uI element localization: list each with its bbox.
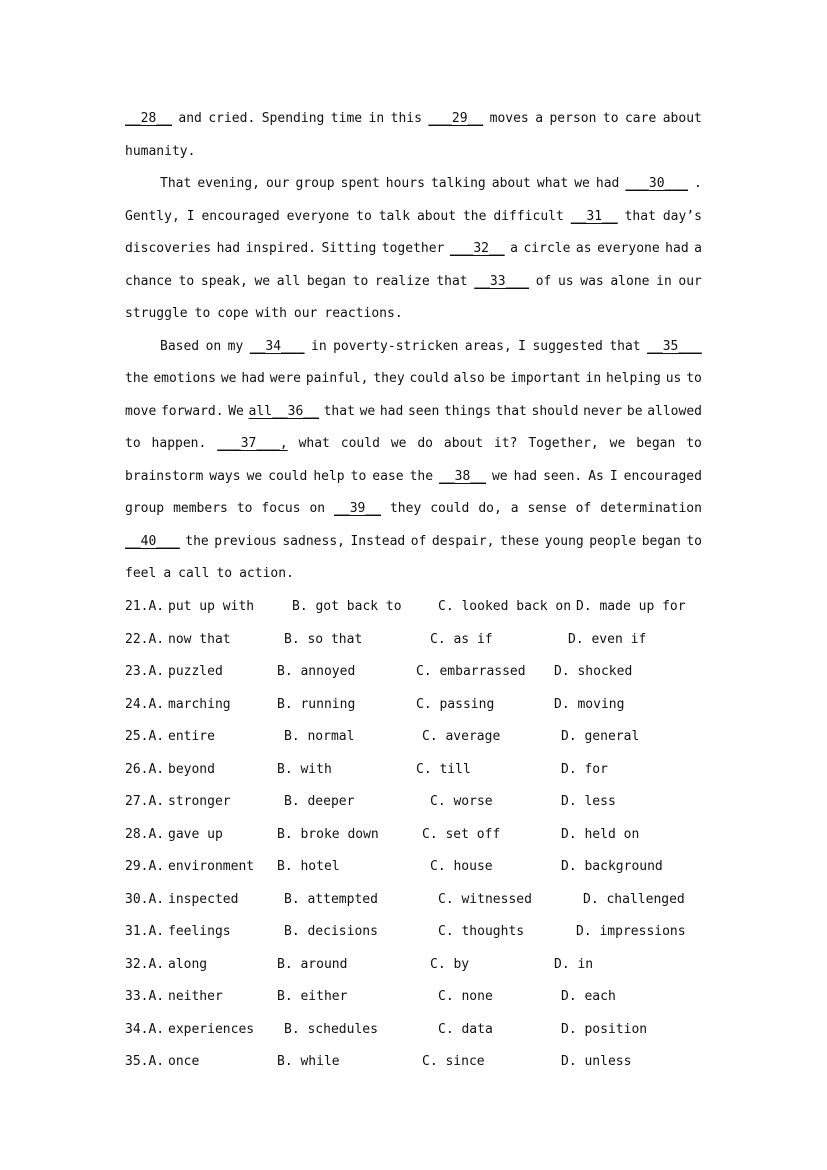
passage-word: had: [595, 176, 620, 191]
passage-word: the: [462, 208, 487, 224]
passage-line: [125, 238, 702, 260]
passage-word: things: [443, 403, 491, 419]
passage-word: a: [694, 241, 702, 256]
passage-word: suggested: [532, 338, 603, 354]
passage-word: encouraged: [623, 468, 702, 484]
passage-word: was: [580, 273, 604, 289]
passage-word: Gently,: [125, 208, 180, 224]
passage-word: speak,: [200, 273, 248, 289]
passage-line: [125, 531, 702, 553]
option-b: B. attempted: [284, 891, 378, 907]
passage-word: that: [323, 403, 355, 419]
passage-word: began: [636, 436, 676, 451]
option-c: C. data: [438, 1021, 493, 1037]
option-c: C. set off: [422, 826, 501, 842]
passage-word: difficult: [493, 208, 564, 224]
answer-blank: ___32__: [449, 241, 505, 256]
question-number: 34.A.: [125, 1021, 165, 1037]
passage-word: hours: [385, 176, 425, 191]
passage-line: [160, 336, 702, 358]
option-d: D. background: [561, 859, 663, 874]
passage-word: could: [340, 436, 380, 451]
passage-word: had: [379, 403, 404, 419]
passage-word: forward.: [160, 403, 224, 419]
passage-word: chance: [125, 273, 172, 289]
passage-word: be: [626, 403, 643, 419]
passage-word: That: [160, 176, 192, 191]
passage-word: feel: [125, 566, 157, 581]
passage-word: of: [410, 533, 427, 549]
option-b: B. so that: [284, 631, 363, 647]
passage-line: [125, 271, 702, 293]
passage-word: to: [686, 436, 702, 451]
passage-word: it?: [493, 436, 518, 451]
passage-word: people: [589, 533, 637, 549]
option-d: D. moving: [554, 696, 625, 712]
passage-word: seen.: [543, 468, 583, 484]
passage-word: with: [255, 306, 287, 321]
passage-word: cope: [217, 306, 249, 321]
passage-word: had: [241, 371, 265, 386]
passage-word: important: [510, 371, 581, 386]
passage-word: all: [276, 273, 301, 289]
option-c: C. till: [416, 761, 471, 777]
passage-word: to: [352, 273, 369, 289]
passage-word: a: [510, 501, 519, 516]
passage-word: we: [390, 436, 407, 451]
option-a: put up with: [168, 599, 255, 614]
passage-word: about: [491, 176, 531, 191]
passage-word: of: [575, 501, 592, 516]
passage-word: sadness,: [282, 533, 345, 549]
passage-word: allowed: [647, 403, 702, 419]
passage-word: struggle: [125, 306, 188, 321]
answer-blank: __28__: [125, 111, 172, 126]
option-b: B. annoyed: [277, 664, 356, 679]
option-d: D. unless: [561, 1054, 632, 1069]
passage-word: should: [531, 403, 579, 419]
passage-word: As: [588, 468, 604, 484]
passage-word: Based: [160, 338, 200, 354]
passage-word: everyone: [597, 241, 660, 256]
passage-word: our: [265, 176, 290, 191]
passage-word: we: [359, 403, 376, 419]
passage-word: us: [557, 273, 574, 289]
option-a: beyond: [168, 761, 215, 777]
passage-word: alone: [610, 273, 650, 289]
passage-word: Spending: [261, 111, 325, 126]
option-b: B. around: [277, 956, 348, 972]
passage-word: had: [665, 241, 689, 256]
option-d: D. general: [561, 729, 640, 744]
passage-word: despair,: [431, 533, 495, 549]
option-b: B. decisions: [284, 924, 378, 939]
option-d: D. impressions: [576, 924, 686, 939]
passage-word: do: [417, 436, 434, 451]
passage-word: talking: [430, 176, 486, 191]
answer-blank: __39__: [334, 501, 382, 516]
passage-word: that: [609, 338, 641, 354]
passage-word: Sitting: [321, 241, 377, 256]
answer-blank: all__36__: [248, 403, 319, 419]
passage-word: everyone: [286, 208, 350, 224]
passage-word: person: [549, 111, 597, 126]
option-c: C. by: [430, 956, 470, 972]
passage-word: and: [178, 111, 202, 126]
passage-word: help: [313, 468, 345, 484]
passage-word: discoveries: [125, 241, 212, 256]
option-a: gave up: [168, 826, 223, 842]
option-d: D. shocked: [554, 664, 633, 679]
passage-word: a: [510, 241, 518, 256]
option-b: B. deeper: [284, 794, 355, 809]
passage-word: the: [185, 533, 209, 549]
passage-word: to: [686, 371, 702, 386]
passage-line: [125, 206, 702, 228]
question-number: 21.A.: [125, 599, 165, 614]
option-b: B. normal: [284, 729, 355, 744]
passage-word: to: [602, 111, 619, 126]
passage-word: had: [216, 241, 241, 256]
passage-word: cried.: [208, 111, 256, 126]
answer-blank: __35___: [647, 338, 702, 354]
passage-word: could: [430, 501, 470, 516]
question-number: 28.A.: [125, 826, 165, 842]
passage-word: day’s: [662, 208, 702, 224]
option-b: B. got back to: [292, 599, 402, 614]
option-d: D. for: [561, 761, 608, 777]
passage-word: call: [178, 566, 210, 581]
passage-word: on: [205, 338, 222, 354]
passage-word: a: [163, 566, 172, 581]
question-number: 24.A.: [125, 696, 165, 712]
passage-word: be: [489, 371, 506, 386]
answer-blank: ___30___: [625, 176, 689, 191]
passage-word: about: [416, 208, 457, 224]
passage-word: we: [254, 273, 271, 289]
passage-word: to: [686, 533, 702, 549]
passage-word: what: [536, 176, 569, 191]
passage-word: this: [390, 111, 422, 126]
option-a: marching: [168, 696, 231, 712]
passage-line: [125, 401, 702, 423]
answer-blank: __38__: [439, 468, 486, 484]
option-d: D. less: [561, 794, 616, 809]
passage-word: young: [544, 533, 584, 549]
passage-word: to: [194, 306, 211, 321]
passage-word: never: [583, 403, 623, 419]
question-number: 35.A.: [125, 1054, 165, 1069]
passage-word: moves: [489, 111, 529, 126]
answer-blank: __33___: [474, 273, 530, 289]
passage-line: [125, 108, 702, 130]
option-c: C. since: [422, 1054, 485, 1069]
passage-word: that: [495, 403, 527, 419]
passage-word: that: [624, 208, 656, 224]
passage-word: do,: [478, 501, 502, 516]
question-number: 23.A.: [125, 664, 165, 679]
option-c: C. passing: [416, 696, 495, 712]
passage-word: the: [409, 468, 434, 484]
passage-word: we: [609, 436, 626, 451]
passage-word: painful,: [305, 371, 369, 386]
passage-word: ease: [372, 468, 404, 484]
passage-word: determination: [600, 501, 702, 516]
question-number: 32.A.: [125, 956, 165, 972]
question-number: 25.A.: [125, 729, 165, 744]
passage-word: I: [518, 338, 526, 354]
option-b: B. broke down: [277, 826, 379, 842]
option-a: environment: [168, 859, 255, 874]
option-c: C. looked back on: [438, 599, 572, 614]
passage-word: poverty-stricken: [333, 338, 459, 354]
passage-word: in: [311, 338, 327, 354]
passage-word: my: [227, 338, 244, 354]
passage-word: group: [295, 176, 335, 191]
passage-word: members: [173, 501, 228, 516]
passage-word: in: [585, 371, 602, 386]
passage-word: in: [656, 273, 672, 289]
option-d: D. position: [561, 1021, 648, 1037]
option-b: B. with: [277, 761, 332, 777]
option-c: C. as if: [430, 631, 493, 647]
question-number: 26.A.: [125, 761, 165, 777]
passage-word: of: [535, 273, 552, 289]
passage-word: about: [443, 436, 484, 451]
passage-word: areas,: [464, 338, 512, 354]
passage-word: our: [293, 306, 318, 321]
option-b: B. schedules: [284, 1021, 378, 1037]
passage-word: brainstorm: [125, 468, 204, 484]
passage-word: to: [178, 273, 195, 289]
passage-word: seen: [407, 403, 440, 419]
passage-word: in: [368, 111, 385, 126]
passage-word: sense: [527, 501, 567, 516]
passage-word: I: [186, 208, 195, 224]
answer-blank: ___29__: [428, 111, 484, 126]
passage-word: circle: [523, 241, 571, 256]
option-d: D. held on: [561, 826, 640, 842]
passage-line: [125, 141, 702, 163]
option-a: entire: [168, 729, 215, 744]
option-c: C. worse: [430, 794, 493, 809]
passage-word: together: [381, 241, 445, 256]
passage-word: We: [228, 403, 244, 419]
option-a: along: [168, 956, 208, 972]
passage-word: reactions.: [324, 306, 403, 321]
option-d: D. even if: [568, 631, 647, 647]
passage-word: began: [641, 533, 681, 549]
answer-blank: ___37___,: [217, 436, 288, 451]
passage-word: we: [246, 468, 263, 484]
passage-word: us: [665, 371, 682, 386]
passage-word: evening,: [197, 176, 260, 191]
option-d: D. challenged: [583, 891, 685, 907]
passage-word: humanity.: [125, 143, 196, 159]
question-number: 33.A.: [125, 989, 165, 1004]
passage-word: previous: [214, 533, 277, 549]
option-d: D. each: [561, 989, 616, 1004]
passage-word: they: [389, 501, 422, 516]
passage-word: these: [500, 533, 540, 549]
option-c: C. witnessed: [438, 891, 532, 907]
passage-word: we: [574, 176, 590, 191]
passage-word: to: [216, 566, 233, 581]
answer-blank: __34___: [249, 338, 305, 354]
passage-word: I: [609, 468, 618, 484]
passage-word: ways: [209, 468, 241, 484]
option-a: now that: [168, 631, 231, 647]
option-a: inspected: [168, 891, 239, 907]
option-c: C. average: [422, 729, 501, 744]
passage-word: to: [236, 501, 253, 516]
option-c: C. thoughts: [438, 924, 525, 939]
passage-word: Together,: [528, 436, 599, 451]
passage-line: [125, 368, 702, 390]
passage-word: talk: [378, 208, 411, 224]
passage-word: our: [678, 273, 702, 289]
passage-word: focus: [261, 501, 301, 516]
passage-word: move: [125, 403, 157, 419]
passage-word: they: [373, 371, 405, 386]
passage-word: inspired.: [245, 241, 316, 256]
passage-word: Instead: [350, 533, 406, 549]
passage-word: were: [269, 371, 301, 386]
question-number: 30.A.: [125, 891, 165, 907]
passage-word: on: [309, 501, 326, 516]
passage-word: care: [624, 111, 657, 126]
answer-blank: __31__: [570, 208, 618, 224]
passage-word: to: [356, 208, 372, 224]
option-c: C. none: [438, 989, 493, 1004]
question-number: 22.A.: [125, 631, 165, 647]
option-a: stronger: [168, 794, 231, 809]
option-b: B. either: [277, 989, 348, 1004]
option-a: puzzled: [168, 664, 223, 679]
passage-line: [160, 173, 702, 195]
passage-word: also: [453, 371, 485, 386]
passage-word: could: [409, 371, 449, 386]
passage-word: we: [220, 371, 237, 386]
passage-line: [125, 563, 702, 585]
passage-word: time: [330, 111, 363, 126]
passage-line: [125, 498, 702, 520]
passage-word: emotions: [153, 371, 216, 386]
passage-word: a: [535, 111, 544, 126]
passage-word: that: [436, 273, 468, 289]
passage-word: group: [125, 501, 165, 516]
option-b: B. running: [277, 696, 356, 712]
passage-word: had: [513, 468, 538, 484]
passage-word: realize: [374, 273, 430, 289]
passage-word: as: [575, 241, 592, 256]
question-number: 29.A.: [125, 859, 165, 874]
passage-word: we: [491, 468, 508, 484]
option-a: feelings: [168, 924, 231, 939]
option-a: neither: [168, 989, 223, 1004]
option-a: experiences: [168, 1021, 255, 1037]
passage-word: what: [298, 436, 330, 451]
passage-line: [125, 303, 702, 325]
option-c: C. embarrassed: [416, 664, 526, 679]
option-d: D. in: [554, 956, 594, 972]
passage-word: about: [662, 111, 702, 126]
passage-word: spent: [340, 176, 380, 191]
passage-word: the: [125, 371, 149, 386]
passage-word: to: [350, 468, 367, 484]
option-b: B. hotel: [277, 859, 340, 874]
answer-blank: __40___: [125, 533, 180, 549]
passage-word: to: [125, 436, 141, 451]
passage-word: action.: [239, 566, 294, 581]
option-a: once: [168, 1054, 200, 1069]
passage-word: happen.: [151, 436, 207, 451]
passage-line: [125, 433, 702, 455]
passage-word: began: [306, 273, 346, 289]
passage-word: could: [268, 468, 308, 484]
option-b: B. while: [277, 1054, 340, 1069]
option-c: C. house: [430, 859, 493, 874]
option-d: D. made up for: [576, 599, 686, 614]
passage-word: encouraged: [201, 208, 280, 224]
passage-word: helping: [606, 371, 661, 386]
question-number: 31.A.: [125, 924, 165, 939]
passage-line: [125, 466, 702, 488]
passage-word: .: [694, 176, 702, 191]
question-number: 27.A.: [125, 794, 165, 809]
